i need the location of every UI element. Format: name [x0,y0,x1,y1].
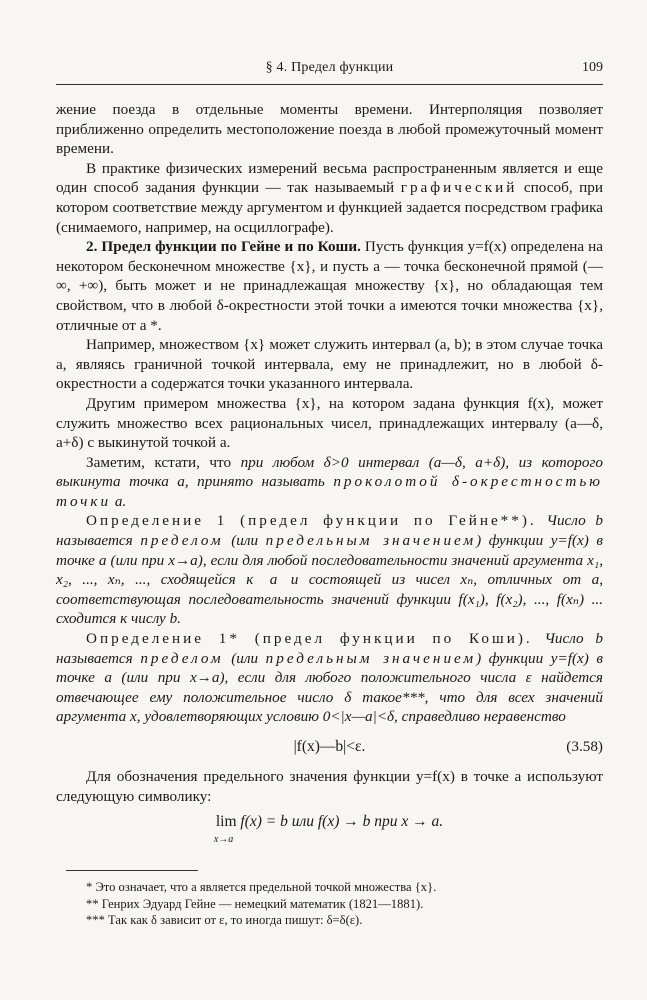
limit-notation [56,810,603,856]
text-run: Пусть функция y=f(x) определена на некотором бесконечном множестве {x}, и пусть a — точка бесконечной прямой (—∞, +∞), быть может и не принадлежащая множеству {x}, но обладающая тем свойством, что в любой δ-окрестности этой точки a имеются точки множества {x}, отличные от a *. [56,238,603,334]
lim-operator [213,812,237,846]
footnote-rule [66,870,198,871]
italic-run: (или [223,649,266,667]
subsection-heading: 2. Предел функции по Гейне и по Коши. [86,238,361,256]
formula-expression: |f(x)—b|<ε. [293,738,366,755]
italic-run: Число b называется [56,630,604,667]
display-formula [56,731,603,765]
running-header [56,60,603,82]
lim-subscript: x→a [213,834,234,846]
limit-line [56,812,603,846]
spaced-term: предельным значением [265,649,477,667]
italic-run: при любом δ>0 интервал (a—δ, a+δ), из которого выкинута точка a, принято называть [56,453,603,491]
section-title: § 4. Предел функции [265,60,394,75]
footnotes [56,879,603,929]
limit-expression: f(x) = b или f(x) → b при x → a. [236,813,444,831]
italic-run: a. [111,492,127,510]
text-run: способ, при котором соответствие между аргументом и функцией задается посредством графика (снимаемого, например, на осциллографе). [56,179,603,236]
paragraph-section-2 [56,237,603,335]
main-text [56,100,603,929]
paragraph-example-interval: Например, множеством {x} может служить интервал (a, b); в этом случае точка a, являясь граничной точкой интервала, ему не принадлежит, но в любой δ-окрестности a содержатся точки указанного интервала. [56,336,603,393]
header-rule [56,84,603,85]
definition-heading: Определение 1* (предел функции по Коши). [86,630,533,648]
definition-heine [56,511,603,629]
spaced-term: к a [246,571,281,589]
spaced-term: проколотой δ-окрестностью точки [56,473,603,510]
paragraph-graphical-method [56,159,603,237]
spaced-term: пределом [140,532,224,550]
footnote-2: ** Генрих Эдуард Гейне — немецкий математик (1821—1881). [86,896,424,911]
lim-word: lim [215,813,237,831]
text-run: В практике физических измерений весьма распространенным является и еще один способ задания функции — так называемый [56,159,603,197]
italic-run: ) функции y=f(x) в точке a (или при x→a), если для любой последовательности значений аргумента x₁, x₂, ..., xₙ, ..., сходящейся [56,532,604,589]
italic-run: Число b называется [56,512,604,550]
italic-run: (или [223,532,266,550]
paragraph-punctured-neighborhood [56,453,603,512]
footnote-1: * Это означает, что a является предельной точкой множества {x}. [86,880,437,895]
spaced-term: предельным значением [265,532,477,550]
equation-number: (3.58) [566,738,603,755]
definition-heading: Определение 1 (предел функции по Гейне**). [86,512,537,530]
paragraph-interpolation: жение поезда в отдельные моменты времени. Интерполяция позволяет приближенно определить местоположение поезда в любой промежуточный момент времени. [56,101,603,158]
page-number: 109 [582,60,603,75]
text-run: Заметим, кстати, что [86,453,241,471]
spaced-term: графический [400,179,518,197]
footnote-3: *** Так как δ зависит от ε, то иногда пишут: δ=δ(ε). [86,913,363,928]
italic-run: ) функции y=f(x) в точке a (или при x→a), если для любого положительного числа ε найдется отвечающее ему положительное число δ такое***, что для всех значений аргумента x, удовлетворяющих условию 0<|x—a|<δ, справедливо неравенство [56,649,604,726]
definition-cauchy [56,629,603,727]
paragraph-notation: Для обозначения предельного значения функции y=f(x) в точке a используют следующую символику: [56,768,603,805]
italic-run: и состоящей из чисел xₙ, отличных от a, соответствующая последовательность значений функции f(x₁), f(x₂), ..., f(xₙ) ... сходится к числу b. [56,571,603,628]
spaced-term: пределом [140,649,224,667]
paragraph-example-rationals: Другим примером множества {x}, на котором задана функция f(x), может служить множество всех рациональных чисел, принадлежащих интервалу (a—δ, a+δ) с выкинутой точкой a. [56,394,603,452]
